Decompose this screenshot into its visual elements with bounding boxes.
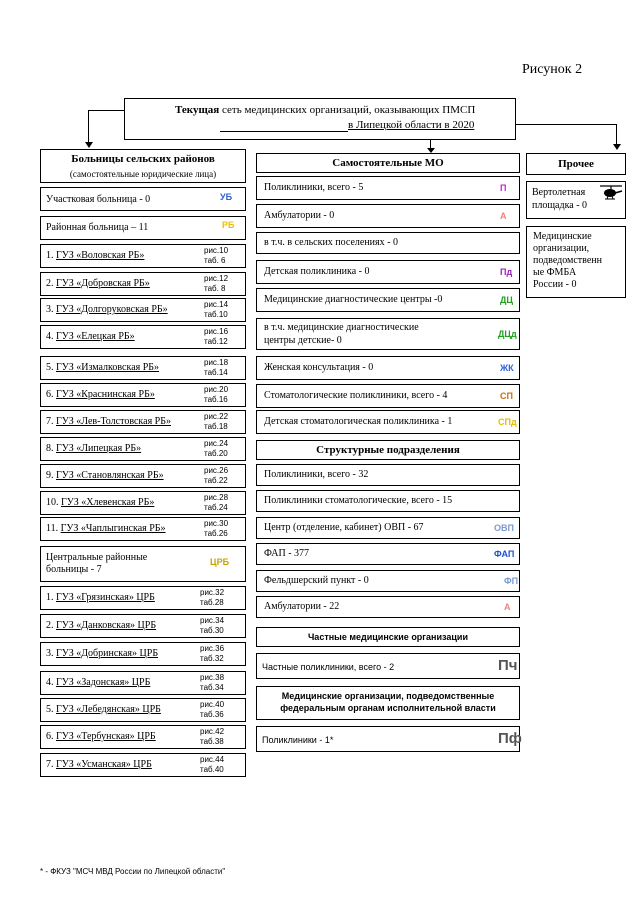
private-header: Частные медицинские организации: [307, 632, 468, 642]
rural-item-name: ГУЗ «Липецкая РБ»: [56, 443, 142, 454]
code-pf: Пф: [498, 730, 522, 747]
code-pch: Пч: [498, 657, 518, 674]
rural-item-name: ГУЗ «Елецкая РБ»: [56, 331, 135, 342]
crb-item-label: [46, 592, 155, 604]
rural-item-label: [46, 331, 135, 343]
rayonnaya-label: Районная больница – 11: [46, 222, 149, 233]
crb-item-label: [46, 648, 158, 660]
crb-item-name: ГУЗ «Усманская» ЦРБ: [56, 759, 152, 770]
rural-item-ref-table: таб.26: [204, 529, 228, 538]
rural-item-ref-table: таб.22: [204, 476, 228, 485]
rural-item-ref-fig: рис.12: [204, 274, 229, 283]
rural-item-name: ГУЗ «Становлянская РБ»: [56, 470, 164, 481]
footnote: * - ФКУЗ "МСЧ МВД России по Липецкой области": [40, 867, 226, 876]
crb-item-ref-table: таб.30: [200, 626, 224, 635]
crb-item-num: 7.: [46, 759, 56, 770]
rural-item-label: [46, 416, 171, 428]
rural-item-ref-table: таб.10: [204, 310, 228, 319]
independent-item-label: Детская стоматологическая поликлиника - 1: [264, 416, 453, 427]
independent-item-code: ЖК: [500, 363, 514, 373]
rural-item-num: 4.: [46, 331, 56, 342]
connector: [616, 124, 617, 146]
rural-item-num: 3.: [46, 304, 56, 315]
independent-item-code: СПд: [498, 417, 517, 427]
crb-item-label: [46, 731, 156, 743]
rural-item-name: ГУЗ «Краснинская РБ»: [56, 389, 155, 400]
independent-item-code: Пд: [500, 267, 513, 277]
rural-item-label: [46, 470, 164, 482]
rural-item-ref-table: таб.24: [204, 503, 228, 512]
rural-item-num: 7.: [46, 416, 56, 427]
rural-item-ref-fig: рис.20: [204, 385, 229, 394]
rural-item-num: 8.: [46, 443, 56, 454]
rural-item-ref-fig: рис.22: [204, 412, 229, 421]
independent-item-code: ДЦд: [498, 329, 517, 339]
heliport-label1: Вертолетная: [532, 187, 586, 198]
rural-header: Больницы сельских районов: [71, 153, 215, 165]
crb-item-ref-table: таб.40: [200, 765, 224, 774]
structural-item-code: ОВП: [494, 523, 514, 533]
crb-item-label: [46, 677, 150, 689]
rural-item-ref-table: таб.14: [204, 368, 228, 377]
rural-item-label: [46, 389, 155, 401]
rural-item-name: ГУЗ «Чаплыгинская РБ»: [60, 523, 166, 534]
independent-item-code: А: [500, 211, 507, 221]
rural-item-name: ГУЗ «Измалковская РБ»: [56, 362, 160, 373]
rural-item-ref-fig: рис.28: [204, 493, 229, 502]
rural-item-ref-fig: рис.30: [204, 519, 229, 528]
crb-label1: Центральные районные: [46, 552, 148, 563]
rural-item-ref-fig: рис.16: [204, 327, 229, 336]
independent-item-label: центры детские- 0: [264, 335, 342, 346]
crb-item-ref-fig: рис.36: [200, 644, 225, 653]
code-rb: РБ: [222, 220, 235, 230]
federal-item: Поликлиники - 1*: [262, 735, 334, 745]
crb-item-num: 4.: [46, 677, 56, 688]
independent-item-code: ДЦ: [500, 295, 513, 305]
crb-item-num: 2.: [46, 620, 56, 631]
rural-item-name: ГУЗ «Хлевенская РБ»: [61, 497, 155, 508]
crb-item-label: [46, 759, 152, 771]
independent-item-label: Женская консультация - 0: [264, 362, 374, 373]
crb-item-num: 3.: [46, 648, 56, 659]
title-region: в Липецкой области в 2020: [348, 119, 475, 131]
independent-item-label: Амбулатории - 0: [264, 210, 335, 221]
heliport-label2: площадка - 0: [532, 200, 588, 211]
crb-item-label: [46, 620, 156, 632]
rural-item-label: [46, 523, 166, 535]
structural-item-code: А: [504, 602, 511, 612]
rural-item-name: ГУЗ «Лев-Толстовская РБ»: [56, 416, 171, 427]
crb-item-num: 6.: [46, 731, 56, 742]
structural-header: Структурные подразделения: [316, 444, 460, 456]
crb-item-ref-table: таб.36: [200, 710, 224, 719]
crb-label2: больницы - 7: [46, 564, 102, 575]
independent-item-code: СП: [500, 391, 513, 401]
figure-label: Рисунок 2: [522, 62, 583, 77]
rural-item-label: [46, 443, 141, 455]
private-item: Частные поликлиники, всего - 2: [262, 662, 395, 672]
structural-item-label: Фельдшерский пункт - 0: [264, 575, 369, 586]
structural-item-code: ФАП: [494, 549, 515, 559]
structural-item-label: Поликлиники стоматологические, всего - 15: [264, 495, 453, 506]
crb-item-ref-fig: рис.44: [200, 755, 225, 764]
crb-item-ref-table: таб.28: [200, 598, 224, 607]
federal-header1: Медицинские организации, подведомственные: [281, 691, 495, 701]
crb-item-ref-fig: рис.32: [200, 588, 225, 597]
independent-item-label: Стоматологические поликлиники, всего - 4: [264, 390, 448, 401]
crb-item-name: ГУЗ «Грязинская» ЦРБ: [56, 592, 155, 603]
rural-item-label: [46, 362, 159, 374]
rural-subheader: (самостоятельные юридические лица): [69, 169, 217, 179]
rural-item-ref-fig: рис.26: [204, 466, 229, 475]
crb-item-ref-table: таб.38: [200, 737, 224, 746]
crb-item-label: [46, 704, 161, 716]
fmba-line: ые ФМБА: [533, 267, 577, 278]
rural-item-num: 11.: [46, 523, 61, 534]
other-header: Прочее: [558, 158, 594, 170]
helicopter-icon: [598, 183, 624, 201]
crb-item-name: ГУЗ «Задонская» ЦРБ: [56, 677, 151, 688]
independent-item-label: Детская поликлиника - 0: [264, 266, 370, 277]
rural-item-ref-fig: рис.18: [204, 358, 229, 367]
crb-item-name: ГУЗ «Добринская» ЦРБ: [56, 648, 159, 659]
title-line1: [175, 104, 475, 117]
crb-item-ref-fig: рис.42: [200, 727, 225, 736]
independent-item-label: Поликлиники, всего - 5: [264, 182, 364, 193]
rural-item-label: [46, 304, 168, 316]
rural-item-num: 10.: [46, 497, 61, 508]
code-ub: УБ: [220, 192, 233, 202]
rural-item-ref-fig: рис.10: [204, 246, 229, 255]
structural-item-label: ФАП - 377: [264, 548, 310, 559]
crb-item-ref-table: таб.34: [200, 683, 224, 692]
structural-item-label: Поликлиники, всего - 32: [264, 469, 369, 480]
connector: [88, 110, 124, 111]
crb-item-ref-table: таб.32: [200, 654, 224, 663]
rural-item-ref-table: таб.20: [204, 449, 228, 458]
fmba-line: Медицинские: [533, 231, 592, 242]
rural-item-ref-fig: рис.24: [204, 439, 229, 448]
independent-item-label: в т.ч. в сельских поселениях - 0: [264, 237, 398, 248]
title-line2: [220, 119, 474, 132]
code-crb: ЦРБ: [210, 557, 230, 567]
title-bold: Текущая: [175, 104, 220, 116]
rural-item-name: ГУЗ «Добровская РБ»: [56, 278, 150, 289]
rural-item-name: ГУЗ «Долгоруковская РБ»: [56, 304, 168, 315]
structural-item-label: Центр (отделение, кабинет) ОВП - 67: [264, 522, 424, 533]
rural-item-num: 9.: [46, 470, 56, 481]
independent-item-label: Медицинские диагностические центры -0: [264, 294, 443, 305]
fmba-line: подведомственн: [533, 255, 602, 266]
rural-item-num: 6.: [46, 389, 56, 400]
rural-item-ref-table: таб.18: [204, 422, 228, 431]
crb-item-name: ГУЗ «Тербунская» ЦРБ: [56, 731, 156, 742]
rural-item-name: ГУЗ «Воловская РБ»: [56, 250, 145, 261]
connector: [516, 124, 616, 125]
crb-item-num: 5.: [46, 704, 56, 715]
rural-item-num: 2.: [46, 278, 56, 289]
rural-item-ref-table: таб.16: [204, 395, 228, 404]
independent-item-code: П: [500, 183, 507, 193]
rural-item-label: [46, 278, 150, 290]
fmba-line: организации,: [533, 243, 590, 254]
connector: [88, 110, 89, 146]
independent-item-label: в т.ч. медицинские диагностические: [264, 322, 419, 333]
crb-item-ref-fig: рис.34: [200, 616, 225, 625]
rural-item-ref-table: таб.12: [204, 337, 228, 346]
rural-item-label: [46, 497, 154, 509]
crb-item-ref-fig: рис.40: [200, 700, 225, 709]
arrow-down-icon: [85, 142, 93, 148]
rural-item-ref-fig: рис.14: [204, 300, 229, 309]
crb-item-ref-fig: рис.38: [200, 673, 225, 682]
rural-item-label: [46, 250, 144, 262]
structural-item-label: Амбулатории - 22: [264, 601, 340, 612]
rural-item-ref-table: таб. 6: [204, 256, 226, 265]
rural-item-num: 1.: [46, 250, 56, 261]
structural-item-code: ФП: [504, 576, 519, 586]
rural-item-num: 5.: [46, 362, 56, 373]
arrow-down-icon: [613, 144, 621, 150]
title-rest: сеть медицинских организаций, оказывающих ПМСП: [219, 104, 476, 116]
rural-item-ref-table: таб. 8: [204, 284, 226, 293]
federal-header2: федеральным органам исполнительной власти: [280, 703, 496, 713]
fmba-line: России - 0: [533, 279, 577, 290]
crb-item-name: ГУЗ «Лебедянская» ЦРБ: [56, 704, 161, 715]
uchastkovaya-label: Участковая больница - 0: [46, 194, 151, 205]
crb-item-name: ГУЗ «Данковская» ЦРБ: [56, 620, 157, 631]
independent-header: Самостоятельные МО: [332, 157, 444, 169]
crb-item-num: 1.: [46, 592, 56, 603]
